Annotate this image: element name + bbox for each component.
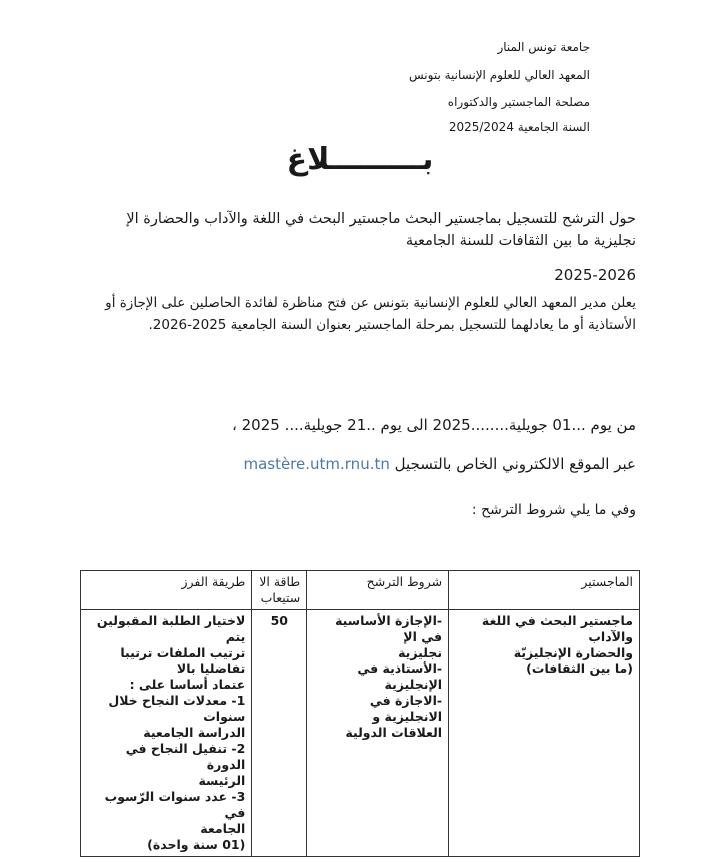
- sorting-line: 3- عدد سنوات الرّسوب في: [104, 789, 246, 820]
- master-line: (ما بين الثقافات): [526, 661, 633, 676]
- conditions-table: [80, 570, 640, 857]
- header-capacity: طاقة الا ستيعاب: [252, 571, 307, 610]
- cell-sorting: [81, 610, 252, 857]
- header-conditions: شروط الترشح: [307, 571, 449, 610]
- master-line: والحضارة الإنجليزيّة: [513, 645, 633, 660]
- sorting-line: الرئيسة: [198, 773, 246, 788]
- sorting-line: ترتيب الملفات ترتيبا تفاضليا بالا: [120, 645, 246, 676]
- subject-line-2: نجليزية ما بين الثقافات للسنة الجامعية: [405, 233, 636, 249]
- table-header-row: [81, 571, 640, 610]
- conditions-intro: وفي ما يلي شروط الترشح :: [471, 502, 636, 518]
- condition-line: -الاجازة في الانجليزية و: [369, 693, 443, 724]
- header-university: جامعة تونس المنار: [497, 40, 590, 54]
- condition-line: -الإجازة الأساسية في الإ: [335, 613, 443, 644]
- sorting-line: الجامعة: [200, 821, 246, 836]
- sorting-line: عتماد أساسا على :: [129, 677, 246, 692]
- website-line: [243, 455, 636, 473]
- sorting-line: (01 سنة واحدة): [147, 837, 246, 852]
- website-link[interactable]: mastère.utm.rnu.tn: [243, 455, 390, 473]
- page-title: بـــــــــلاغ: [286, 142, 434, 177]
- header-academic-year: السنة الجامعية 2025/2024: [448, 120, 590, 134]
- subject-year: 2025-2026: [554, 266, 636, 284]
- subject-line-1: حول الترشح للتسجيل بماجستير البحث ماجستير البحث في اللغة والآداب والحضارة الإ: [126, 211, 636, 227]
- cell-capacity: 50: [252, 610, 307, 857]
- condition-line: -الأستاذية في الإنجليزية: [357, 661, 443, 692]
- header-institute: المعهد العالي للعلوم الإنسانية بتونس: [409, 68, 590, 82]
- cell-conditions: [307, 610, 449, 857]
- condition-line: العلاقات الدولية: [345, 725, 443, 740]
- registration-period: من يوم ...01 جويلية........2025 الى يوم ..21 جويلية.... 2025 ،: [232, 416, 636, 434]
- header-master: الماجستير: [449, 571, 640, 610]
- sorting-line: لاختيار الطلبة المقبولين يتم: [96, 613, 246, 644]
- cell-master: [449, 610, 640, 857]
- master-line: ماجستير البحث في اللغة والآداب: [481, 613, 633, 644]
- announcement-line-2: الأستاذية أو ما يعادلهما للتسجيل بمرحلة الماجستير بعنوان السنة الجامعية 2025-2026.: [148, 317, 636, 333]
- website-prefix: عبر الموقع الالكتروني الخاص بالتسجيل: [394, 455, 636, 473]
- announcement-line-1: يعلن مدير المعهد العالي للعلوم الإنسانية بتونس عن فتح مناظرة لفائدة الحاصلين على الإجازة أو: [105, 295, 636, 311]
- sorting-line: 2- تنفيل النجاح في الدورة: [125, 741, 246, 772]
- sorting-line: الدراسة الجامعية: [143, 725, 246, 740]
- header-department: مصلحة الماجستير والدكتوراه: [447, 95, 590, 109]
- table-row: [81, 610, 640, 857]
- sorting-line: 1- معدلات النجاح خلال سنوات: [108, 693, 246, 724]
- condition-line: نجليزية: [398, 645, 443, 660]
- header-sorting: طريقة الفرز: [81, 571, 252, 610]
